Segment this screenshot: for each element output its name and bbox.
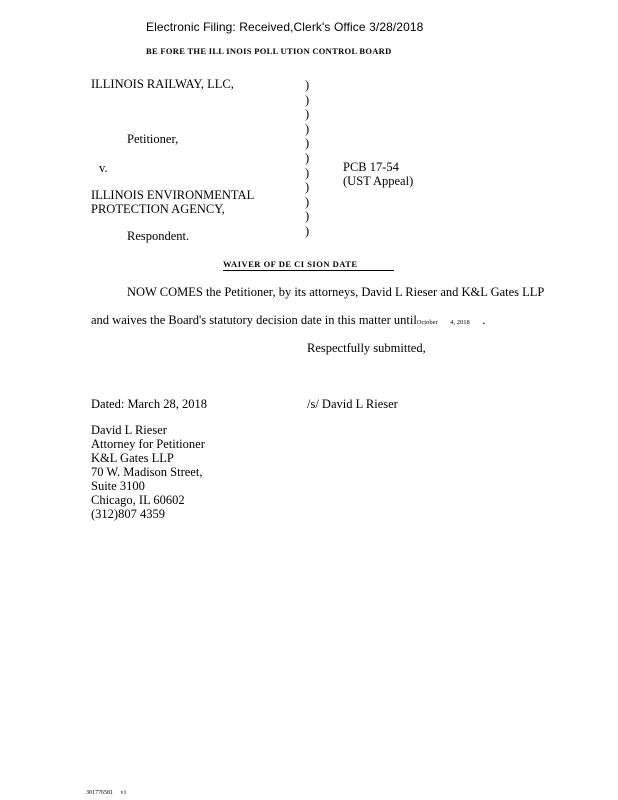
signature-line: /s/ David L Rieser (307, 397, 398, 411)
title-underline (223, 270, 394, 271)
case-type: (UST Appeal) (343, 174, 414, 188)
bracket-line: ) (305, 121, 310, 136)
board-name: BE FORE THE ILL INOIS POLL UTION CONTROL BOARD (146, 46, 392, 56)
doc-id: 301776581 (86, 790, 113, 796)
respondent-role: Respondent. (127, 229, 190, 243)
filing-stamp: Electronic Filing: Received,Clerk's Office 3/28/2018 (146, 20, 424, 34)
until-date-month: October (416, 319, 438, 326)
footer-doc-id (86, 790, 127, 796)
until-date-rest: 4, 2018 (450, 319, 470, 326)
bracket-line: ) (305, 180, 310, 195)
case-number: PCB 17-54 (343, 160, 399, 174)
respondent-name-line2: PROTECTION AGENCY, (91, 202, 225, 216)
body-line-2-end: . (482, 313, 486, 327)
attorney-line: Attorney for Petitioner (91, 437, 205, 451)
versus-label: v. (99, 161, 108, 175)
attorney-line: (312)807 4359 (91, 507, 165, 521)
attorney-line: David L Rieser (91, 423, 167, 437)
attorney-line: Chicago, IL 60602 (91, 493, 185, 507)
body-line-2-text: and waives the Board's statutory decision date in this matter until (91, 313, 417, 327)
caption-bracket (305, 78, 315, 239)
bracket-line: ) (305, 165, 310, 180)
attorney-line: Suite 3100 (91, 479, 145, 493)
attorney-block (91, 423, 205, 521)
attorney-line: 70 W. Madison Street, (91, 465, 203, 479)
body-line-1: NOW COMES the Petitioner, by its attorneys, David L Rieser and K&L Gates LLP (127, 285, 545, 299)
closing: Respectfully submitted, (307, 341, 426, 355)
bracket-line: ) (305, 223, 310, 238)
doc-version: v1 (120, 790, 127, 796)
bracket-line: ) (305, 107, 310, 122)
bracket-line: ) (305, 92, 310, 107)
body-line-2 (91, 313, 485, 328)
petitioner-role: Petitioner, (127, 132, 179, 146)
bracket-line: ) (305, 78, 310, 92)
petitioner-name: ILLINOIS RAILWAY, LLC, (91, 77, 234, 91)
bracket-line: ) (305, 209, 310, 224)
bracket-line: ) (305, 194, 310, 209)
attorney-line: K&L Gates LLP (91, 451, 174, 465)
respondent-name-line1: ILLINOIS ENVIRONMENTAL (91, 188, 255, 202)
document-title: WAIVER OF DE CI SION DATE (223, 259, 358, 269)
dated-line: Dated: March 28, 2018 (91, 397, 207, 411)
bracket-line: ) (305, 136, 310, 151)
bracket-line: ) (305, 150, 310, 165)
